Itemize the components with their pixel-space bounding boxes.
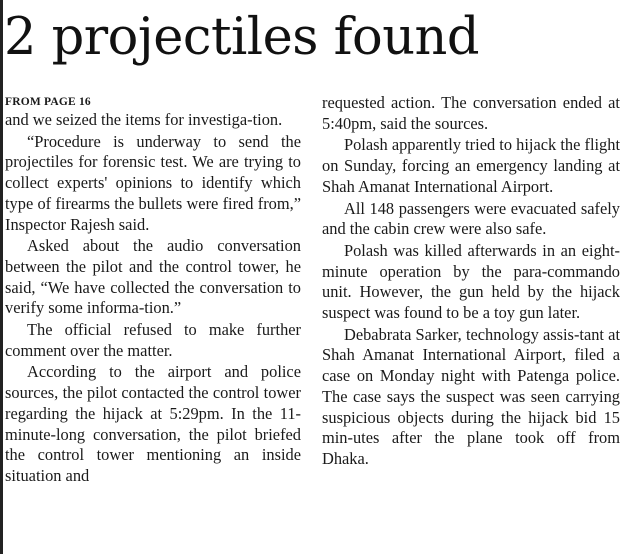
paragraph: requested action. The conversation ended at 5:40pm, said the sources.: [322, 93, 620, 133]
paragraph: “Procedure is underway to send the projectiles for forensic test. We are trying to collect experts' opinions to identify which type of firearms the bullets were fired from,” Inspector Rajesh said.: [5, 131, 301, 234]
article-column-left: [5, 93, 301, 488]
headline: 2 projectiles found: [4, 8, 480, 67]
paragraph: and we seized the items for investiga-tion.: [5, 110, 283, 129]
paragraph: Polash apparently tried to hijack the flight on Sunday, forcing an emergency landing at Shah Amanat International Airport.: [322, 135, 620, 196]
column-rule: [0, 0, 3, 554]
paragraph: Asked about the audio conversation between the pilot and the control tower, he said, “We have collected the conversation to verify some informa-tion.”: [5, 236, 301, 318]
paragraph: The official refused to make further comment over the matter.: [5, 320, 301, 360]
article-column-right: [322, 93, 620, 471]
paragraph: Debabrata Sarker, technology assis-tant at Shah Amanat International Airport, filed a case on Monday night with Patenga police. The case says the suspect was seen carrying suspicious objects during the hijack bid 15 min-utes after the plane took off from Dhaka.: [322, 324, 620, 468]
paragraph: All 148 passengers were evacuated safely and the cabin crew were also safe.: [322, 198, 620, 239]
paragraph: According to the airport and police sources, the pilot contacted the control tower regarding the hijack at 5:29pm. In the 11-minute-long conversation, the pilot briefed the control tower mentioning an inside situation and: [5, 362, 301, 485]
paragraph: Polash was killed afterwards in an eight-minute operation by the para-commando unit. However, the gun held by the hijack suspect was found to be a toy gun later.: [322, 240, 620, 323]
continuation-kicker: FROM PAGE 16: [5, 96, 91, 108]
